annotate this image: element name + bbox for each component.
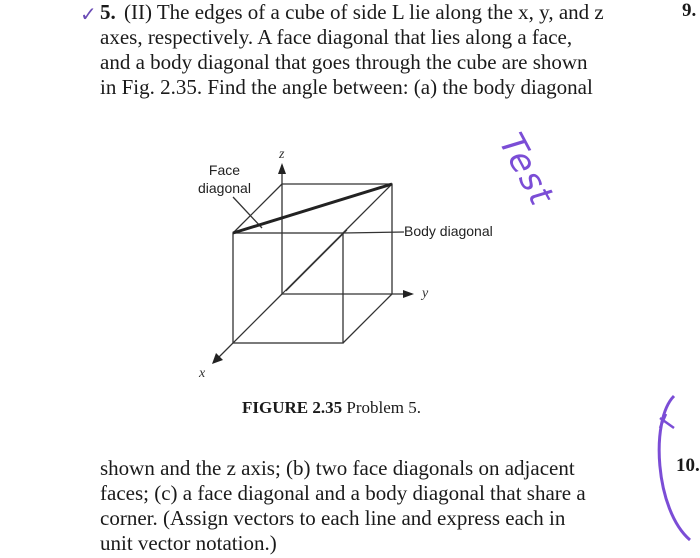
problem-number: 5.: [100, 0, 116, 24]
text-line: and a body diagonal that goes through the cube are shown: [100, 50, 588, 74]
next-problem-number: 10.: [676, 455, 700, 476]
face-diagonal-label: [198, 161, 251, 197]
z-axis-label: z: [279, 147, 285, 162]
problem-text-bottom: [100, 456, 660, 556]
text-line: unit vector notation.): [100, 531, 277, 555]
text-line: faces; (c) a face diagonal and a body diagonal that share a: [100, 481, 586, 505]
figure-caption-number: FIGURE 2.35: [242, 398, 343, 417]
figure-caption-text: Problem 5.: [342, 398, 421, 417]
cube-depth-edge: [343, 294, 392, 343]
handwritten-note: Test: [490, 126, 562, 214]
figure-caption: [242, 398, 421, 418]
text-line: corner. (Assign vectors to each line and express each in: [100, 506, 566, 530]
z-axis-arrowhead: [278, 163, 286, 174]
body-diagonal-line: [286, 230, 347, 291]
text-line: in Fig. 2.35. Find the angle between: (a) the body diagonal: [100, 75, 593, 99]
face-label-line: diagonal: [198, 180, 251, 196]
body-diagonal-line: [282, 233, 343, 294]
face-label-leader: [233, 197, 262, 228]
x-axis-line: [214, 294, 282, 362]
body-diagonal-label: Body diagonal: [404, 223, 493, 239]
y-axis-label: y: [422, 286, 429, 301]
handwritten-check-mark: ✓: [80, 4, 97, 26]
text-line: shown and the z axis; (b) two face diagonals on adjacent: [100, 456, 575, 480]
text-line: (II) The edges of a cube of side L lie along the x, y, and z: [124, 0, 604, 24]
text-line: axes, respectively. A face diagonal that lies along a face,: [100, 25, 573, 49]
previous-problem-number: 9.: [682, 0, 697, 21]
body-label-leader: [343, 232, 404, 233]
y-axis-arrowhead: [403, 290, 414, 298]
face-label-line: Face: [208, 162, 241, 178]
x-axis-label: x: [199, 366, 206, 381]
